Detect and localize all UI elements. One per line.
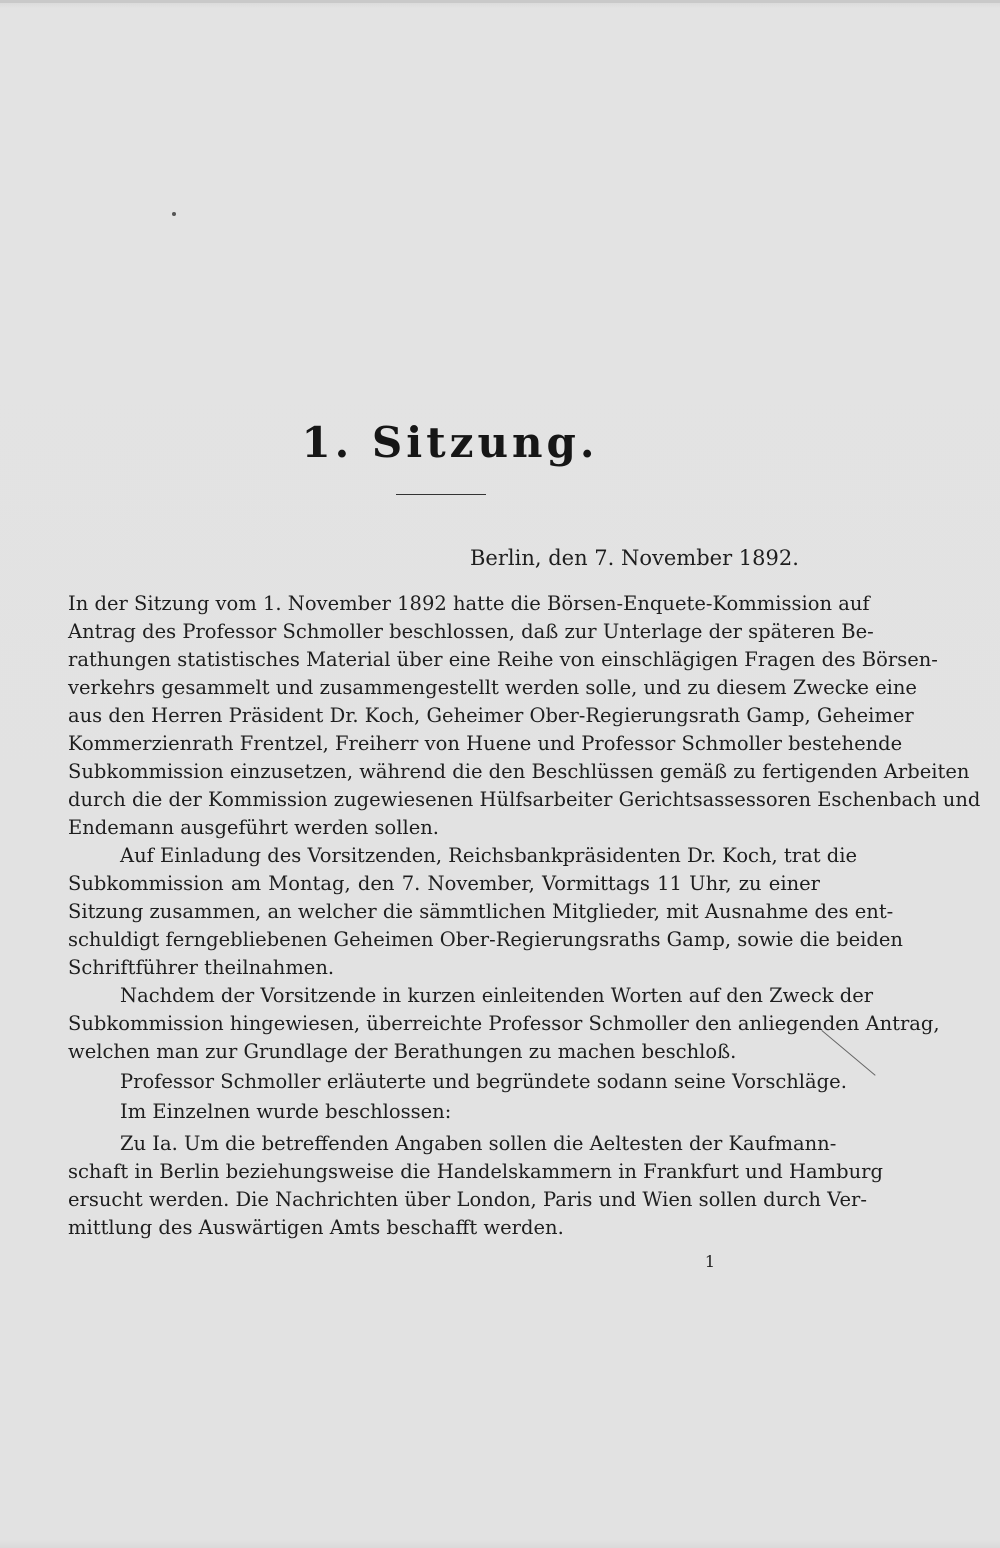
text-line: ersucht werden. Die Nachrichten über London, Paris und Wien sollen durch Ver- bbox=[68, 1188, 867, 1211]
text-line: Auf Einladung des Vorsitzenden, Reichsbankpräsidenten Dr. Koch, trat die bbox=[120, 844, 858, 867]
text-line: mittlung des Auswärtigen Amts beschafft werden. bbox=[68, 1216, 564, 1239]
text-line: Nachdem der Vorsitzende in kurzen einleitenden Worten auf den Zweck der bbox=[120, 984, 874, 1007]
text-line: schuldigt ferngebliebenen Geheimen Ober-Regierungsraths Gamp, sowie die beiden bbox=[68, 928, 903, 951]
text-line: Subkommission hingewiesen, überreichte Professor Schmoller den anliegenden Antrag, bbox=[68, 1012, 940, 1035]
stray-pen-mark bbox=[821, 1030, 875, 1076]
page-top-edge bbox=[0, 0, 1000, 3]
text-line: verkehrs gesammelt und zusammengestellt werden solle, und zu diesem Zwecke eine bbox=[68, 676, 917, 699]
text-line: schaft in Berlin beziehungsweise die Handelskammern in Frankfurt und Hamburg bbox=[68, 1160, 883, 1183]
text-line: Zu Ia. Um die betreffenden Angaben sollen die Aeltesten der Kaufmann- bbox=[120, 1132, 837, 1155]
dateline: Berlin, den 7. November 1892. bbox=[470, 546, 799, 570]
text-line: Im Einzelnen wurde beschlossen: bbox=[120, 1100, 452, 1123]
text-line: welchen man zur Grundlage der Berathungen zu machen beschloß. bbox=[68, 1040, 737, 1063]
text-line: Antrag des Professor Schmoller beschlossen, daß zur Unterlage der späteren Be- bbox=[68, 620, 874, 643]
text-line: Kommerzienrath Frentzel, Freiherr von Huene und Professor Schmoller bestehende bbox=[68, 732, 903, 755]
text-line: Professor Schmoller erläuterte und begründete sodann seine Vorschläge. bbox=[120, 1070, 847, 1093]
ink-speck bbox=[172, 212, 176, 216]
text-line: durch die der Kommission zugewiesenen Hülfsarbeiter Gerichtsassessoren Eschenbach und bbox=[68, 788, 981, 811]
text-line: rathungen statistisches Material über eine Reihe von einschlägigen Fragen des Börsen- bbox=[68, 648, 938, 671]
text-line: aus den Herren Präsident Dr. Koch, Geheimer Ober-Regierungsrath Gamp, Geheimer bbox=[68, 704, 914, 727]
text-line: Subkommission am Montag, den 7. November, Vormittags 11 Uhr, zu einer bbox=[68, 872, 820, 895]
text-line: Sitzung zusammen, an welcher die sämmtlichen Mitglieder, mit Ausnahme des ent- bbox=[68, 900, 894, 923]
text-line: Endemann ausgeführt werden sollen. bbox=[68, 816, 440, 839]
page-number: 1 bbox=[704, 1252, 716, 1271]
heading-rule bbox=[396, 494, 486, 495]
session-heading: 1. Sitzung. bbox=[301, 418, 599, 467]
text-line: Schriftführer theilnahmen. bbox=[68, 956, 335, 979]
text-line: Subkommission einzusetzen, während die den Beschlüssen gemäß zu fertigenden Arbeiten bbox=[68, 760, 970, 783]
text-line: In der Sitzung vom 1. November 1892 hatte die Börsen-Enquete-Kommission auf bbox=[68, 592, 870, 615]
